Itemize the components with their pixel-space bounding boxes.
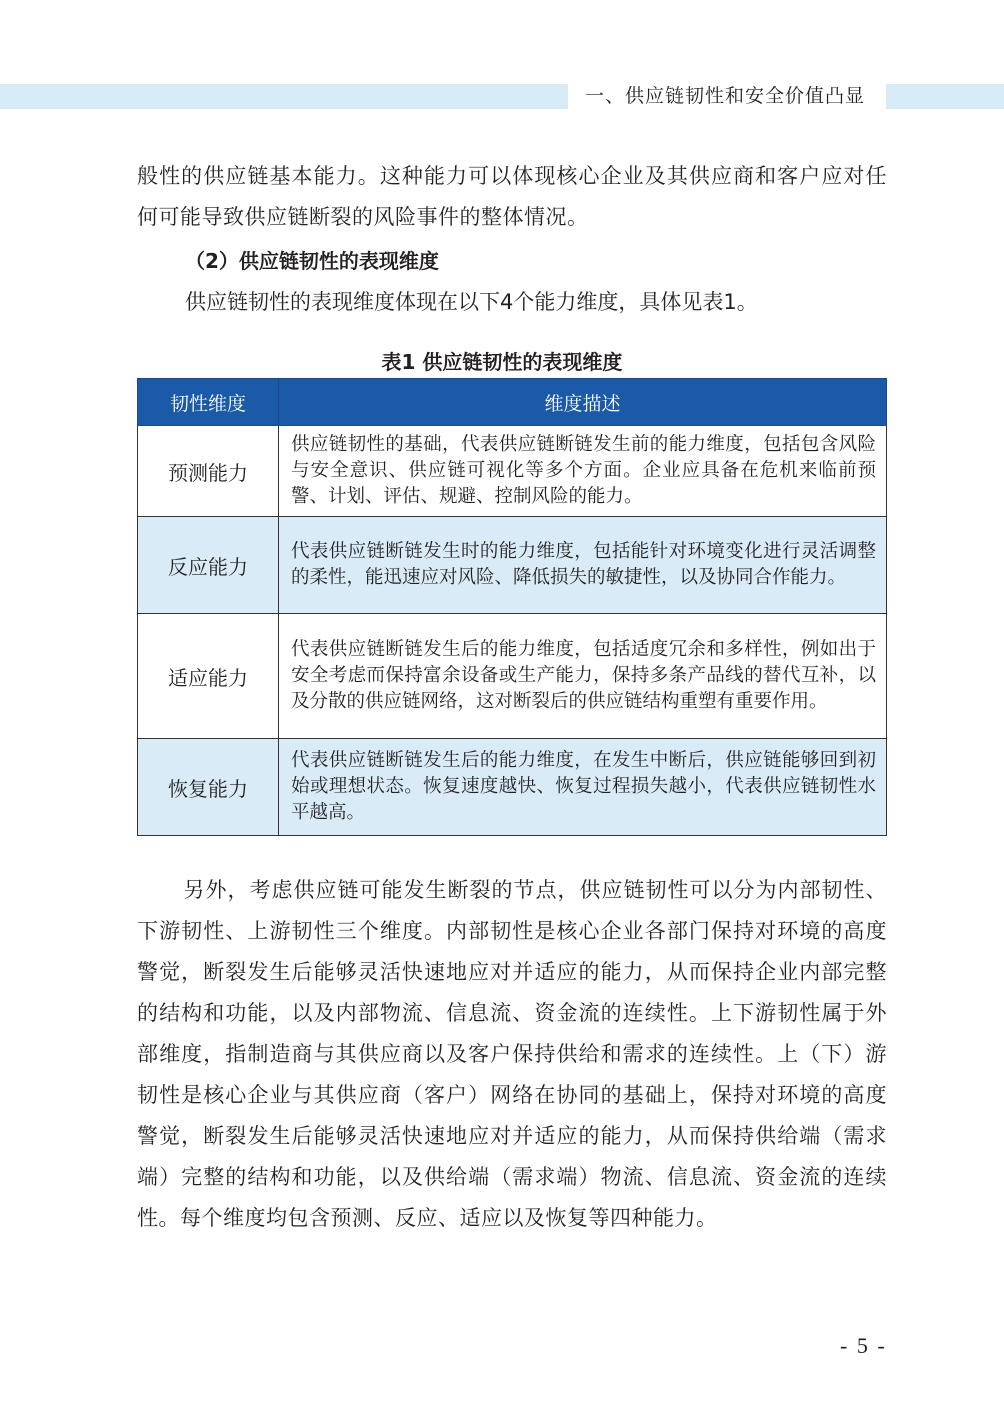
- paragraph-2: 供应链韧性的表现维度体现在以下4个能力维度，具体见表1。: [185, 290, 758, 314]
- paragraph-3-text: 另外，考虑供应链可能发生断裂的节点，供应链韧性可以分为内部韧性、下游韧性、上游韧性三个维度。内部韧性是核心企业各部门保持对环境的高度警觉，断裂发生后能够灵活快速地应对并适应的能力，从而保持企业内部完整的结构和功能，以及内部物流、信息流、资金流的连续性。上下游韧性属于外部维度，指制造商与其供应商以及客户保持供给和需求的连续性。上（下）游韧性是核心企业与其供应商（客户）网络在协同的基础上，保持对环境的高度警觉，断裂发生后能够灵活快速地应对并适应的能力，从而保持供给端（需求端）完整的结构和功能，以及供给端（需求端）物流、信息流、资金流的连续性。每个维度均包含预测、反应、适应以及恢复等四种能力。: [137, 878, 887, 1230]
- header-band-right: [886, 84, 1004, 109]
- dimension-cell: 适应能力: [138, 614, 279, 739]
- page-number: - 5 -: [840, 1333, 887, 1358]
- table-row: [138, 426, 887, 517]
- table-row: [138, 517, 887, 614]
- description-cell: 代表供应链断链发生时的能力维度，包括能针对环境变化进行灵活调整的柔性，能迅速应对风险、降低损失的敏捷性，以及协同合作能力。: [279, 517, 887, 614]
- column-header-dimension: 韧性维度: [138, 379, 279, 426]
- dimension-cell: 恢复能力: [138, 739, 279, 836]
- section-subheading: （2）供应链韧性的表现维度: [185, 249, 439, 273]
- header-section-title: 一、供应链韧性和安全价值凸显: [585, 85, 866, 107]
- header-band-left: [0, 84, 568, 109]
- table-row: [138, 614, 887, 739]
- description-cell: 代表供应链断链发生后的能力维度，在发生中断后，供应链能够回到初始或理想状态。恢复速度越快、恢复过程损失越小，代表供应链韧性水平越高。: [279, 739, 887, 836]
- table-row: [138, 739, 887, 836]
- paragraph-3: [137, 870, 887, 1239]
- dimensions-table: [137, 378, 887, 836]
- paragraph-1: 般性的供应链基本能力。这种能力可以体现核心企业及其供应商和客户应对任何可能导致供应链断裂的风险事件的整体情况。: [137, 164, 887, 229]
- dimension-cell: 反应能力: [138, 517, 279, 614]
- description-cell: 代表供应链断链发生后的能力维度，包括适度冗余和多样性，例如出于安全考虑而保持富余设备或生产能力，保持多条产品线的替代互补，以及分散的供应链网络，这对断裂后的供应链结构重塑有重要作用。: [279, 614, 887, 739]
- description-cell: 供应链韧性的基础，代表供应链断链发生前的能力维度，包括包含风险与安全意识、供应链可视化等多个方面。企业应具备在危机来临前预警、计划、评估、规避、控制风险的能力。: [279, 426, 887, 517]
- column-header-description: 维度描述: [279, 379, 887, 426]
- table-caption: 表1 供应链韧性的表现维度: [381, 350, 623, 374]
- table-header-row: [138, 379, 887, 426]
- dimension-cell: 预测能力: [138, 426, 279, 517]
